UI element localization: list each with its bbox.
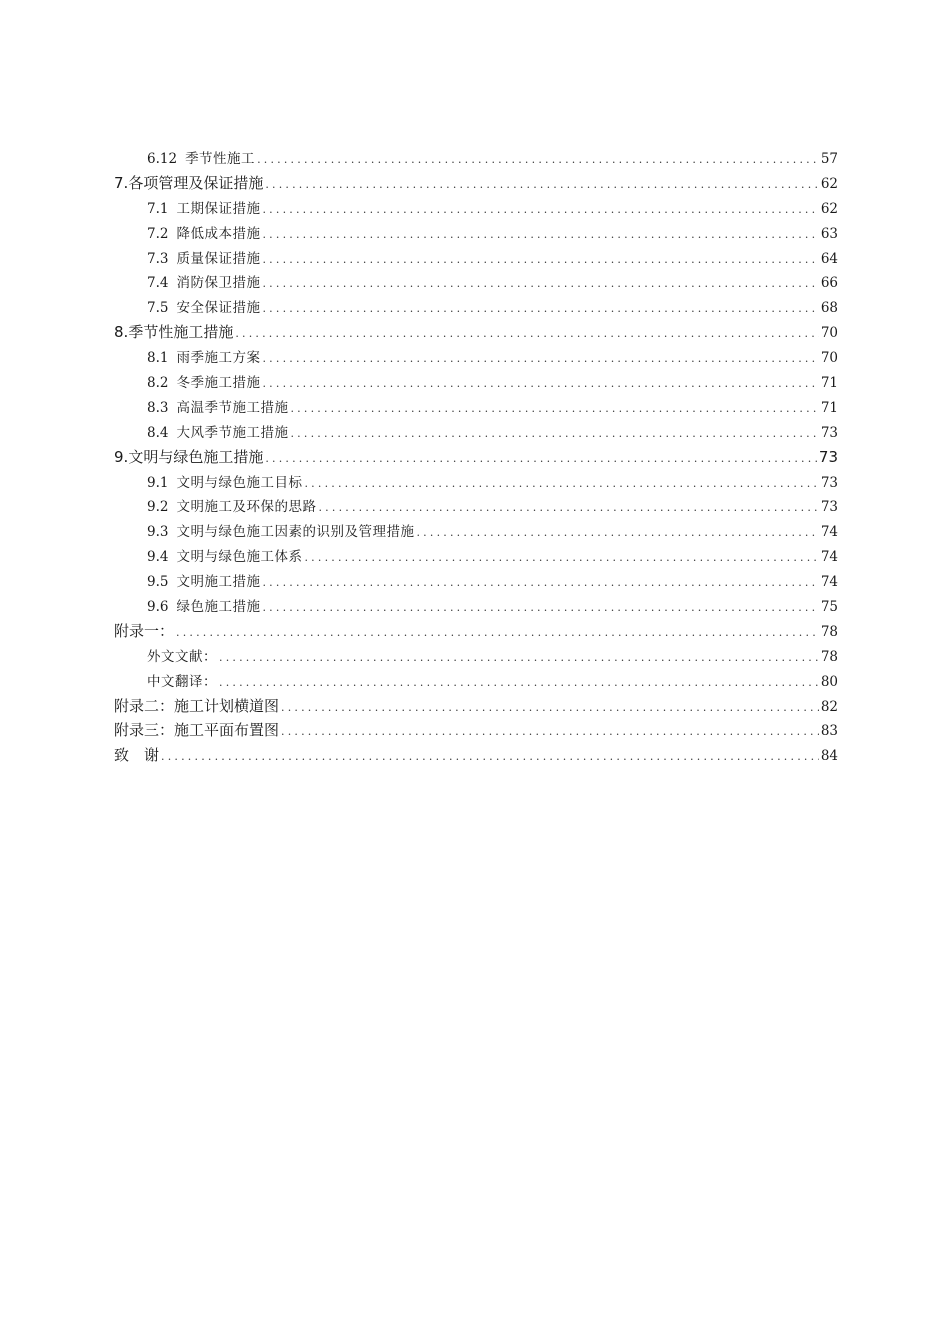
toc-entry-appendix-2[interactable] — [114, 695, 838, 720]
toc-entry-foreign-literature[interactable] — [114, 645, 838, 670]
toc-entry-6-12[interactable] — [114, 147, 838, 172]
toc-entry-title: 致 谢 — [114, 746, 160, 765]
dot-leader — [262, 228, 818, 241]
dot-leader — [281, 701, 819, 714]
toc-entry-page: 73 — [818, 447, 838, 466]
toc-entry-title: 文明施工及环保的思路 — [176, 499, 317, 516]
toc-entry-9-3[interactable] — [114, 520, 838, 545]
toc-entry-8[interactable] — [114, 321, 838, 346]
toc-entry-title: 绿色施工措施 — [176, 599, 261, 616]
toc-entry-9-1[interactable] — [114, 471, 838, 496]
toc-entry-page: 70 — [820, 325, 838, 342]
dot-leader — [161, 750, 819, 763]
toc-entry-title: 季节性施工措施 — [128, 323, 234, 342]
toc-entry-page: 62 — [820, 175, 838, 192]
toc-entry-page: 64 — [820, 250, 838, 267]
toc-entry-page: 73 — [820, 499, 838, 516]
toc-entry-page: 73 — [820, 474, 838, 491]
toc-entry-9-6[interactable] — [114, 595, 838, 620]
dot-leader — [262, 352, 818, 365]
dot-leader — [219, 651, 819, 664]
toc-entry-page: 78 — [820, 623, 838, 640]
dot-leader — [290, 427, 818, 440]
toc-entry-number: 7.4 — [147, 275, 169, 292]
toc-entry-7-2[interactable] — [114, 222, 838, 247]
dot-leader — [304, 551, 818, 564]
toc-entry-8-1[interactable] — [114, 346, 838, 371]
toc-entry-page: 68 — [820, 300, 838, 317]
dot-leader — [219, 676, 819, 689]
toc-entry-number: 6.12 — [147, 151, 178, 167]
toc-entry-number: 7.2 — [147, 225, 169, 242]
toc-entry-number: 8.4 — [147, 424, 169, 441]
toc-entry-number: 7.1 — [147, 200, 169, 217]
dot-leader — [262, 377, 818, 390]
toc-entry-8-2[interactable] — [114, 371, 838, 396]
dot-leader — [262, 203, 818, 216]
toc-entry-number: 7. — [114, 173, 129, 192]
toc-entry-title: 附录二：施工计划横道图 — [114, 696, 280, 715]
toc-entry-title: 文明与绿色施工措施 — [128, 447, 264, 466]
toc-entry-7-5[interactable] — [114, 296, 838, 321]
toc-entry-7-1[interactable] — [114, 197, 838, 222]
toc-entry-9-4[interactable] — [114, 545, 838, 570]
toc-entry-number: 9. — [114, 447, 129, 466]
toc-entry-title: 季节性施工 — [185, 151, 256, 167]
dot-leader — [281, 725, 819, 738]
dot-leader — [290, 402, 818, 415]
toc-entry-page: 84 — [820, 748, 838, 765]
dot-leader — [265, 178, 818, 191]
toc-entry-9-5[interactable] — [114, 570, 838, 595]
dot-leader — [265, 452, 817, 465]
toc-entry-number: 7.5 — [147, 300, 169, 317]
toc-entry-7[interactable] — [114, 172, 838, 197]
toc-entry-page: 71 — [820, 399, 838, 416]
dot-leader — [262, 277, 818, 290]
toc-entry-page: 82 — [820, 698, 838, 715]
dot-leader — [262, 253, 818, 266]
dot-leader — [235, 327, 818, 340]
toc-entry-page: 74 — [820, 574, 838, 591]
toc-entry-number: 9.4 — [147, 549, 169, 566]
toc-entry-page: 62 — [820, 200, 838, 217]
toc-entry-title: 质量保证措施 — [176, 250, 261, 267]
dot-leader — [318, 501, 818, 514]
toc-entry-title: 各项管理及保证措施 — [128, 173, 264, 192]
toc-entry-page: 66 — [820, 275, 838, 292]
toc-entry-7-4[interactable] — [114, 271, 838, 296]
toc-entry-page: 73 — [820, 424, 838, 441]
toc-entry-title: 安全保证措施 — [176, 300, 261, 317]
dot-leader — [176, 626, 819, 639]
toc-entry-page: 74 — [820, 524, 838, 541]
dot-leader — [262, 302, 818, 315]
toc-entry-9[interactable] — [114, 446, 838, 471]
toc-entry-number: 8.3 — [147, 399, 169, 416]
toc-entry-title: 雨季施工方案 — [176, 350, 261, 367]
toc-entry-number: 8. — [114, 323, 129, 342]
toc-entry-title: 文明与绿色施工因素的识别及管理措施 — [176, 524, 415, 541]
dot-leader — [262, 601, 818, 614]
dot-leader — [416, 526, 818, 539]
dot-leader — [262, 576, 818, 589]
toc-entry-chinese-translation[interactable] — [114, 670, 838, 695]
toc-entry-title: 附录一： — [114, 621, 175, 640]
toc-entry-title: 冬季施工措施 — [176, 375, 261, 392]
toc-entry-page: 57 — [820, 151, 838, 167]
toc-entry-number: 9.2 — [147, 499, 169, 516]
toc-entry-page: 71 — [820, 375, 838, 392]
dot-leader — [304, 477, 818, 490]
toc-entry-number: 9.6 — [147, 599, 169, 616]
toc-entry-page: 70 — [820, 350, 838, 367]
toc-entry-number: 9.3 — [147, 524, 169, 541]
toc-entry-number: 9.1 — [147, 474, 169, 491]
toc-entry-number: 8.1 — [147, 350, 169, 367]
toc-entry-appendix-3[interactable] — [114, 719, 838, 744]
toc-entry-title: 高温季节施工措施 — [176, 399, 289, 416]
toc-entry-title: 文明与绿色施工体系 — [176, 549, 303, 566]
toc-entry-8-3[interactable] — [114, 396, 838, 421]
toc-entry-8-4[interactable] — [114, 421, 838, 446]
dot-leader — [257, 153, 819, 166]
toc-entry-number: 9.5 — [147, 574, 169, 591]
table-of-contents — [114, 147, 838, 769]
toc-entry-title: 中文翻译： — [147, 673, 217, 690]
toc-entry-page: 63 — [820, 225, 838, 242]
toc-entry-title: 大风季节施工措施 — [176, 424, 289, 441]
toc-entry-title: 文明施工措施 — [176, 574, 261, 591]
toc-entry-number: 8.2 — [147, 375, 169, 392]
toc-entry-title: 文明与绿色施工目标 — [176, 474, 303, 491]
toc-entry-title: 外文文献： — [147, 648, 217, 665]
toc-entry-page: 75 — [820, 599, 838, 616]
toc-entry-acknowledgements[interactable] — [114, 744, 838, 769]
toc-entry-title: 工期保证措施 — [176, 200, 261, 217]
toc-entry-number: 7.3 — [147, 250, 169, 267]
toc-entry-title: 降低成本措施 — [176, 225, 261, 242]
toc-entry-page: 83 — [820, 723, 838, 740]
toc-entry-page: 80 — [820, 673, 838, 690]
toc-entry-page: 78 — [820, 648, 838, 665]
toc-entry-7-3[interactable] — [114, 247, 838, 272]
toc-entry-appendix-1[interactable] — [114, 620, 838, 645]
toc-entry-title: 附录三：施工平面布置图 — [114, 721, 280, 740]
toc-entry-page: 74 — [820, 549, 838, 566]
toc-entry-title: 消防保卫措施 — [176, 275, 261, 292]
toc-entry-9-2[interactable] — [114, 495, 838, 520]
